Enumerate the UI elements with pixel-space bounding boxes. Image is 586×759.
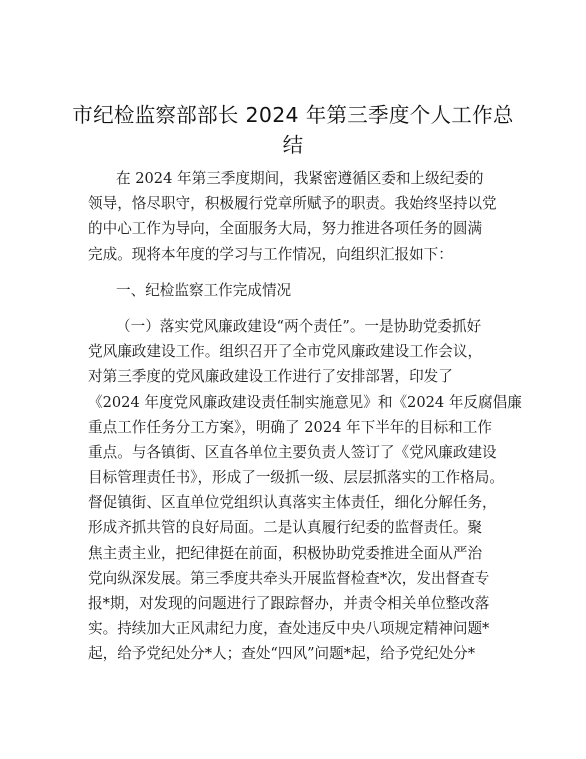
text-line: 党向纵深发展。第三季度共牵头开展监督检查*次，发出督查专 bbox=[88, 569, 490, 587]
intro-paragraph bbox=[88, 166, 506, 267]
text-line: 重点工作任务分工方案》，明确了 2024 年下半年的目标和工作 bbox=[88, 418, 492, 436]
text-line: 的中心工作为导向，全面服务大局，努力推进各项任务的圆满 bbox=[88, 220, 483, 238]
document-body bbox=[88, 166, 522, 667]
section-paragraph bbox=[88, 314, 522, 667]
text-line: 焦主责主业，把纪律挺在前面，积极协助党委推进全面从严治 bbox=[88, 544, 483, 562]
text-line: 实。持续加大正风肃纪力度，查处违反中央八项规定精神问题* bbox=[88, 620, 490, 638]
text-line: 领导，恪尽职守，积极履行党章所赋予的职责。我始终坚持以党 bbox=[88, 195, 497, 213]
title-line: 结 bbox=[282, 133, 304, 157]
section-heading: 一、纪检监察工作完成情况 bbox=[116, 281, 292, 299]
text-line: 在 2024 年第三季度期间，我紧密遵循区委和上级纪委的 bbox=[116, 170, 484, 187]
text-line: 报*期，对发现的问题进行了跟踪督办，并责令相关单位整改落 bbox=[88, 595, 490, 612]
text-line: （一）落实党风廉政建设“两个责任”。一是协助党委抓好 bbox=[116, 317, 482, 335]
text-line: 督促镇街、区直单位党组织认真落实主体责任，细化分解任务， bbox=[88, 494, 497, 512]
text-line: 目标管理责任书》，形成了一级抓一级、层层抓落实的工作格局。 bbox=[88, 469, 504, 487]
title-line: 市纪检监察部部长 2024 年第三季度个人工作总 bbox=[72, 103, 514, 127]
text-line: 《2024 年度党风廉政建设责任制实施意见》和《2024 年反腐倡廉 bbox=[88, 393, 522, 411]
text-line: 形成齐抓共管的良好局面。二是认真履行纪委的监督责任。聚 bbox=[88, 519, 483, 537]
text-line: 对第三季度的党风廉政建设工作进行了安排部署，印发了 bbox=[88, 368, 453, 386]
text-line: 党风廉政建设工作。组织召开了全市党风廉政建设工作会议， bbox=[88, 343, 483, 361]
text-line: 完成。现将本年度的学习与工作情况，向组织汇报如下： bbox=[88, 245, 453, 263]
document-title bbox=[60, 100, 526, 160]
text-line: 重点。与各镇街、区直各单位主要负责人签订了《党风廉政建设 bbox=[88, 443, 497, 461]
text-line: 起，给予党纪处分*人；查处“四风”问题*起，给予党纪处分* bbox=[88, 645, 476, 663]
